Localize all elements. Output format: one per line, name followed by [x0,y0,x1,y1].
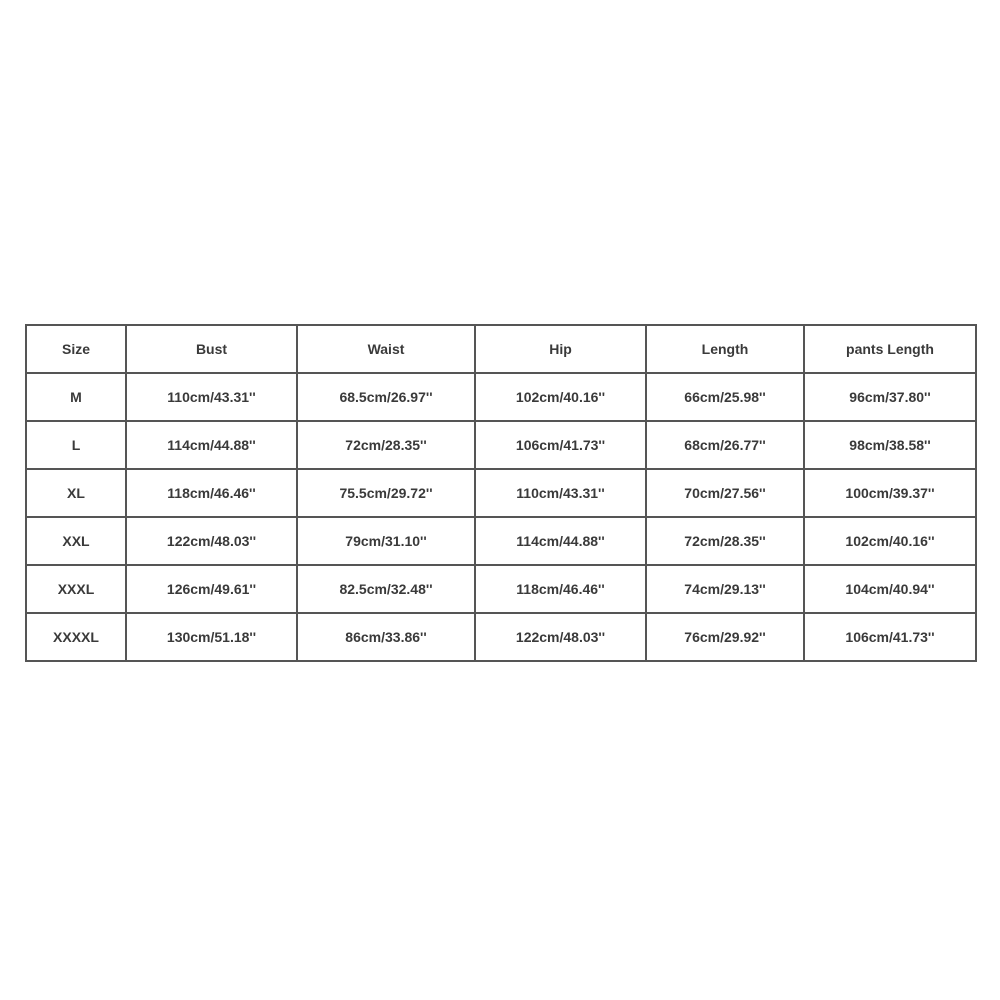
cell-waist: 79cm/31.10'' [297,517,475,565]
cell-length: 70cm/27.56'' [646,469,804,517]
cell-pants-length: 100cm/39.37'' [804,469,976,517]
table-row [26,565,976,613]
cell-size: XXXXL [26,613,126,661]
cell-length: 68cm/26.77'' [646,421,804,469]
header-length: Length [646,325,804,373]
cell-hip: 110cm/43.31'' [475,469,646,517]
cell-length: 72cm/28.35'' [646,517,804,565]
header-waist: Waist [297,325,475,373]
cell-hip: 106cm/41.73'' [475,421,646,469]
table-row [26,517,976,565]
header-size: Size [26,325,126,373]
cell-size: L [26,421,126,469]
cell-size: XL [26,469,126,517]
cell-waist: 82.5cm/32.48'' [297,565,475,613]
table-row [26,421,976,469]
cell-pants-length: 106cm/41.73'' [804,613,976,661]
table-row [26,373,976,421]
cell-pants-length: 96cm/37.80'' [804,373,976,421]
cell-waist: 75.5cm/29.72'' [297,469,475,517]
cell-bust: 126cm/49.61'' [126,565,297,613]
header-bust: Bust [126,325,297,373]
cell-pants-length: 102cm/40.16'' [804,517,976,565]
cell-length: 74cm/29.13'' [646,565,804,613]
cell-bust: 110cm/43.31'' [126,373,297,421]
cell-pants-length: 104cm/40.94'' [804,565,976,613]
cell-waist: 68.5cm/26.97'' [297,373,475,421]
cell-bust: 122cm/48.03'' [126,517,297,565]
cell-bust: 130cm/51.18'' [126,613,297,661]
cell-pants-length: 98cm/38.58'' [804,421,976,469]
table-row [26,469,976,517]
cell-hip: 122cm/48.03'' [475,613,646,661]
cell-waist: 86cm/33.86'' [297,613,475,661]
cell-hip: 102cm/40.16'' [475,373,646,421]
cell-length: 76cm/29.92'' [646,613,804,661]
cell-size: XXXL [26,565,126,613]
cell-waist: 72cm/28.35'' [297,421,475,469]
cell-hip: 114cm/44.88'' [475,517,646,565]
size-chart-table [25,324,977,662]
cell-size: M [26,373,126,421]
header-row [26,325,976,373]
header-hip: Hip [475,325,646,373]
header-pants-length: pants Length [804,325,976,373]
cell-size: XXL [26,517,126,565]
cell-hip: 118cm/46.46'' [475,565,646,613]
cell-length: 66cm/25.98'' [646,373,804,421]
cell-bust: 114cm/44.88'' [126,421,297,469]
table-row [26,613,976,661]
cell-bust: 118cm/46.46'' [126,469,297,517]
